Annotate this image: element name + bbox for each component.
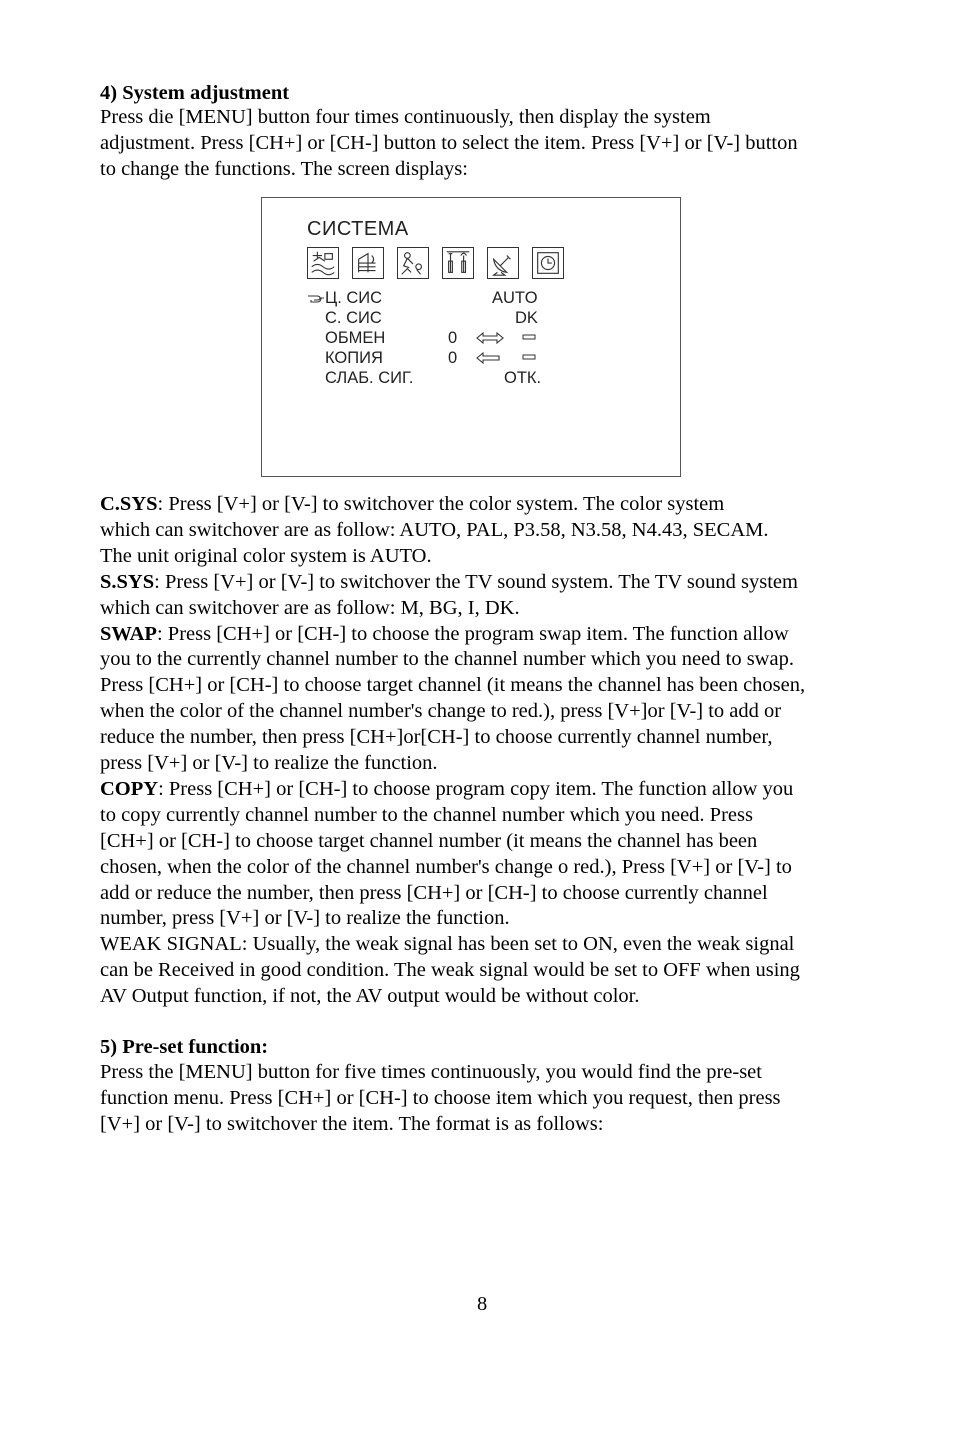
osd-row-sound-system[interactable] bbox=[262, 308, 680, 328]
hand-pointer-icon bbox=[307, 292, 325, 304]
intro-line: to change the functions. The screen displays: bbox=[100, 157, 468, 180]
copy-description bbox=[100, 777, 860, 932]
sound-wave-icon bbox=[352, 247, 384, 279]
copy-line: chosen, when the color of the channel number's change o red.), Press [V+] or [V-] to bbox=[100, 855, 792, 878]
section-4-intro bbox=[100, 105, 860, 183]
dash-icon bbox=[522, 334, 536, 340]
osd-item-value: AUTO bbox=[492, 289, 538, 307]
osd-item-label: КОПИЯ bbox=[325, 349, 383, 367]
osd-item-number: 0 bbox=[448, 349, 458, 367]
csys-line: which can switchover are as follow: AUTO, PAL, P3.58, N3.58, N4.43, SECAM. bbox=[100, 518, 769, 541]
page-number: 8 bbox=[477, 1293, 488, 1315]
child-lock-icon bbox=[397, 247, 429, 279]
term-ssys: S.SYS bbox=[100, 570, 155, 593]
weak-line: can be Received in good condition. The weak signal would be set to OFF when using bbox=[100, 959, 800, 982]
antenna-setup-icon bbox=[307, 247, 339, 279]
copy-line: to copy currently channel number to the channel number which you need. Press bbox=[100, 803, 753, 826]
weak-line: WEAK SIGNAL: Usually, the weak signal has been set to ON, even the weak signal bbox=[100, 933, 795, 956]
term-copy: COPY bbox=[100, 777, 159, 800]
osd-row-swap[interactable] bbox=[262, 328, 680, 348]
osd-row-weak-signal[interactable] bbox=[262, 368, 680, 388]
section-5-line: Press the [MENU] button for five times continuously, you would find the pre-set bbox=[100, 1061, 762, 1083]
term-csys: C.SYS bbox=[100, 493, 158, 515]
section-5-text bbox=[100, 1060, 860, 1138]
copy-first-line: : Press [CH+] or [CH-] to choose program copy item. The function allow you bbox=[158, 777, 794, 800]
copy-line: add or reduce the number, then press [CH+] or [CH-] to choose currently channel bbox=[100, 881, 768, 904]
section-5-line: function menu. Press [CH+] or [CH-] to choose item which you request, then press bbox=[100, 1086, 781, 1109]
ssys-line: which can switchover are as follow: M, BG, I, DK. bbox=[100, 596, 520, 619]
section-5-line: [V+] or [V-] to switchover the item. The format is as follows: bbox=[100, 1112, 604, 1135]
osd-item-number: 0 bbox=[448, 329, 458, 347]
osd-item-label: СЛАБ. СИГ. bbox=[325, 369, 414, 387]
section-5-heading: 5) Pre-set function: bbox=[100, 1036, 269, 1058]
osd-row-color-system[interactable] bbox=[262, 288, 680, 308]
swap-line: Press [CH+] or [CH-] to choose target channel (it means the channel has been chosen, bbox=[100, 674, 806, 697]
left-arrow-icon bbox=[475, 351, 501, 365]
double-arrow-icon bbox=[475, 331, 505, 345]
copy-line: number, press [V+] or [V-] to realize the function. bbox=[100, 907, 510, 930]
ssys-description bbox=[100, 570, 860, 622]
clock-icon bbox=[532, 247, 564, 279]
osd-item-label: С. СИС bbox=[325, 309, 382, 327]
tools-icon bbox=[442, 247, 474, 279]
osd-row-copy[interactable] bbox=[262, 348, 680, 368]
weak-signal-description bbox=[100, 932, 860, 1010]
osd-system-menu-figure bbox=[261, 197, 681, 477]
ssys-first-line: : Press [V+] or [V-] to switchover the TV sound system. The TV sound system bbox=[154, 570, 798, 593]
swap-line: press [V+] or [V-] to realize the function. bbox=[100, 752, 438, 775]
swap-line: you to the currently channel number to the channel number which you need to swap. bbox=[100, 648, 794, 671]
csys-description bbox=[100, 492, 860, 570]
osd-item-value: ОТК. bbox=[504, 369, 542, 387]
swap-first-line: : Press [CH+] or [CH-] to choose the program swap item. The function allow bbox=[156, 622, 789, 645]
satellite-dish-icon bbox=[487, 247, 519, 279]
csys-first-line: : Press [V+] or [V-] to switchover the color system. The color system bbox=[157, 493, 725, 515]
osd-item-label: ОБМЕН bbox=[325, 329, 386, 347]
osd-menu-title: СИСТЕМА bbox=[307, 218, 409, 240]
copy-line: [CH+] or [CH-] to choose target channel number (it means the channel has been bbox=[100, 829, 758, 852]
term-swap: SWAP bbox=[100, 622, 157, 645]
csys-line: The unit original color system is AUTO. bbox=[100, 544, 432, 567]
swap-line: when the color of the channel number's change to red.), press [V+]or [V-] to add or bbox=[100, 700, 782, 723]
intro-line: Press die [MENU] button four times continuously, then display the system bbox=[100, 106, 711, 128]
swap-line: reduce the number, then press [CH+]or[CH-] to choose currently channel number, bbox=[100, 726, 773, 749]
dash-icon bbox=[522, 354, 536, 360]
osd-item-label: Ц. СИС bbox=[325, 289, 383, 307]
intro-line: adjustment. Press [CH+] or [CH-] button to select the item. Press [V+] or [V-] button bbox=[100, 131, 798, 154]
section-4-heading: 4) System adjustment bbox=[100, 82, 290, 104]
osd-item-value: DK bbox=[515, 309, 538, 327]
weak-line: AV Output function, if not, the AV output would be without color. bbox=[100, 985, 640, 1008]
swap-description bbox=[100, 622, 860, 777]
